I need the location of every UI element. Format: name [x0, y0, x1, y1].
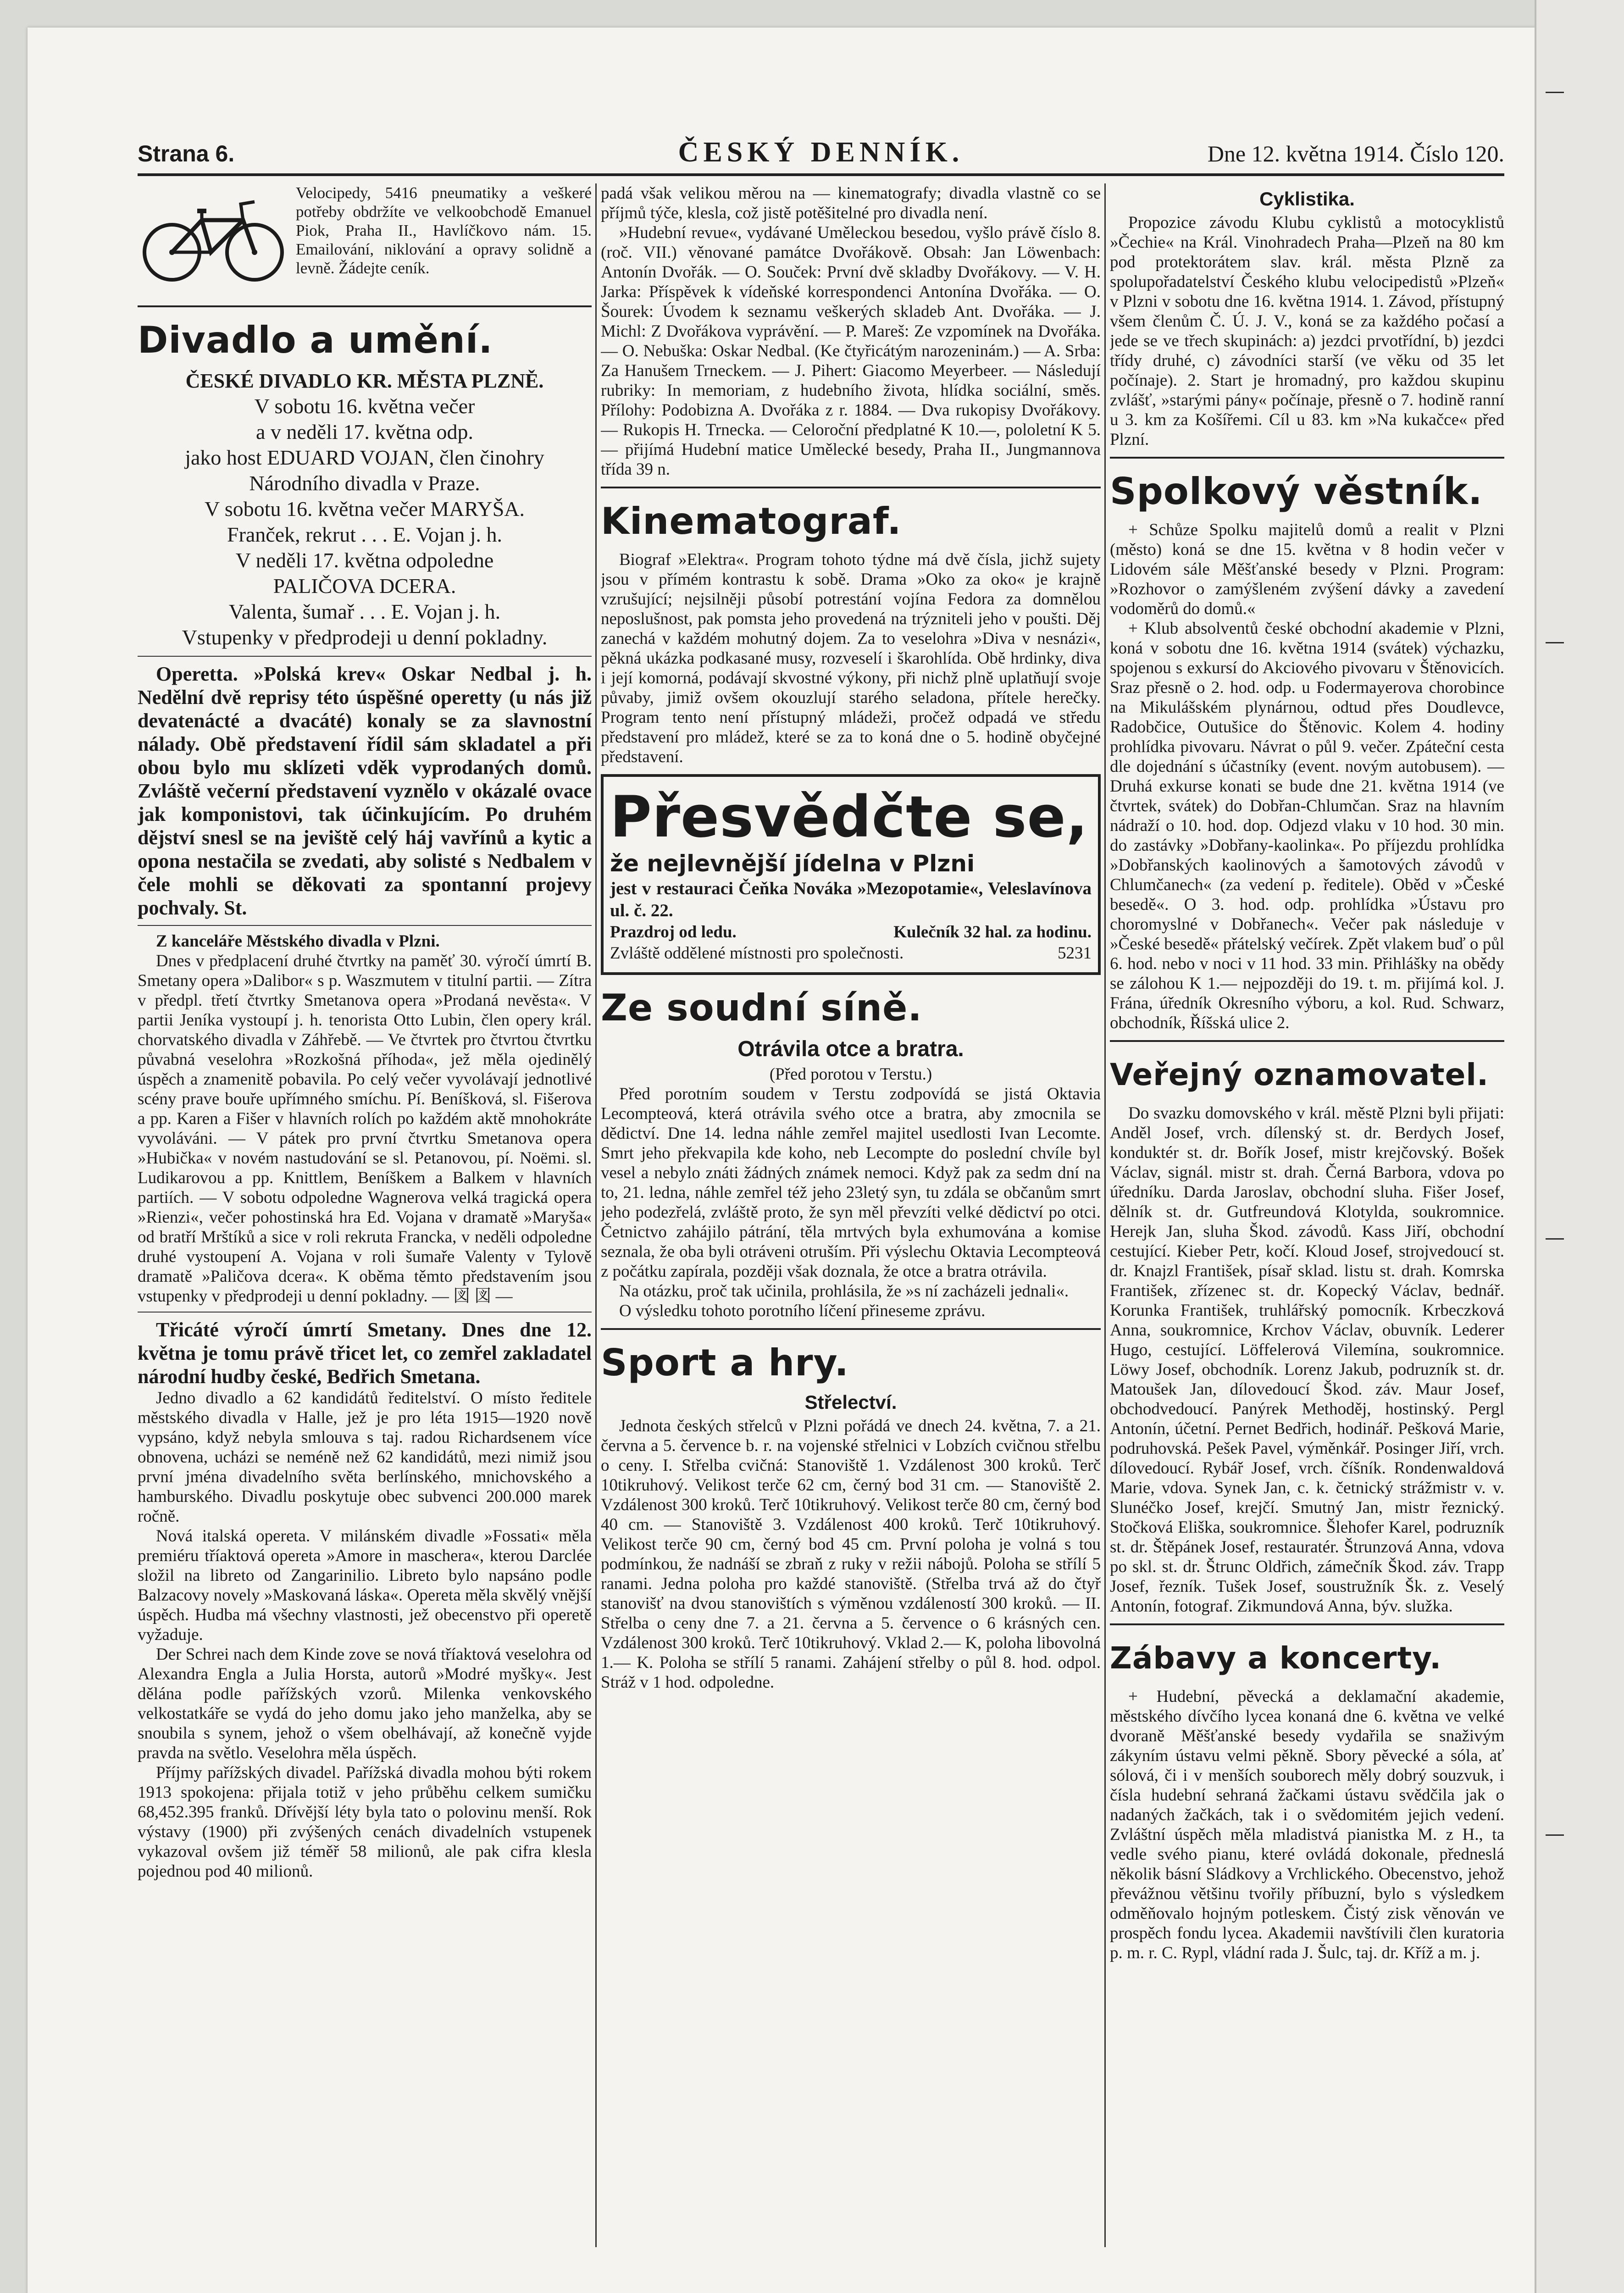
cycling-heading: Cyklistika.	[1259, 188, 1355, 210]
section-heading-entertainment: Zábavy a koncerty.	[1110, 1640, 1442, 1676]
section-heading-club: Spolkový věstník.	[1110, 470, 1483, 513]
section-heading-sport: Sport a hry.	[601, 1341, 849, 1384]
theatre-line: Franček, rekrut . . . E. Vojan j. h.	[227, 523, 503, 546]
bicycle-icon	[138, 188, 289, 289]
page-header	[138, 118, 1504, 176]
operetta-article: Operetta. »Polská krev« Oskar Nedbal j. h. Nedělní dvě reprisy této úspěšné operetty (u nás již devatenácté a dvacáté) konaly se za slavnostní nálady. Obě představení řídil sám skladatel a při obou bylo mu sklízeti vděk vyprodaných domů. Zvláště večerní představení vyznělo v okázalé ovace jak komponistovi, tak účinkujícím. Po druhém dějství snesl se na jeviště celý háj vavřínů a kytic a opona nestačila se zvedati, aby solisté s Nedbalem v čele mohli se děkovati za spontanní projevy pochvaly. St.	[138, 663, 592, 919]
restaurant-advertisement	[601, 774, 1101, 975]
club-notice-1: + Schůze Spolku majitelů domů a realit v Plzni (město) koná se dne 15. května v 8 hodin večer v Lidovém sále Měšťanské besedy v Plzni. Program: »Rozhovor o zamýšleném zvýšení dávky a zavedení vodoměrů do domů.«	[1110, 521, 1504, 618]
edge-mark	[1546, 1238, 1564, 1240]
paris-income-article: Příjmy pařížských divadel. Pařížská divadla mohou býti rokem 1913 spokojena: přijala totiž v jeho průběhu celkem sumičku 68,452.395 franků. Dřívější léty byla tato o polovinu menší. Rok výstavy (1900) při zvýšených cenách divadelních vstupenek vykazoval ovšem již téměř 58 milionů, ale pak cifra klesla pojednou pod 40 milionů.	[138, 1763, 592, 1881]
section-heading-notice: Veřejný oznamovatel.	[1110, 1057, 1489, 1092]
court-subtitle: (Před porotou v Terstu.)	[769, 1065, 932, 1084]
bicycle-advertisement	[138, 183, 592, 298]
theatre-line: Vstupenky v předprodeji u denní pokladny.	[182, 626, 548, 649]
court-article-2: Na otázku, proč tak učinila, prohlásila, že »s ní zacházeli jednali«.	[619, 1282, 1069, 1301]
theatre-line: Valenta, šumař . . . E. Vojan j. h.	[228, 600, 501, 623]
section-rule	[601, 1328, 1101, 1330]
club-notice-2: + Klub absolventů české obchodní akademie v Plzni, koná v sobotu dne 16. května 1914 (svátek) výchazku, spojenou s exkursí do Akciového pivovaru v Štěnovicích. Sraz přesně o 2. hod. odp. u Fodermayerova chorobince na Mikulášském plynárnou, odtud přes Doudlevce, Radobčice, Outušice do Štěnovic. Kolem 4. hodiny prohlídka pivovaru. Návrat o půl 9. večer. Zpáteční cesta dle dojednání s účastníky (event. novým autobusem). — Druhá exkurse konati se bude dne 21. května 1914 (ve čtvrtek, svátek) do Dobřan-Chlumčan. Sraz na hlavním nádraží o 10. hod. dop. Odjezd vlaku v 10 hod. 30 min. do zastávky »Dobřany-kaolinka«. Po příjezdu prohlídka »Dobřanských kaolinových a šamotových závodů v Chlumčanech« (za vedení p. ředitele). Oběd v »České besedě«. O 3. hod. odp. prohlídka »Ústavu pro choromyslné v Dobřanech«. Večer pak následuje v »České besedě« přátelský večírek. Zpět vlakem buď o půl 6. hod. nebo v noci v 11 hod. 33 min. Přihlášky na obědy se zálohou K 1.— nejpozději do 19. t. m. přijímá kol. J. Frána, úředník Okresního výboru, a kol. Rud. Schwarz, obchodník, Říšská ulice 2.	[1110, 619, 1504, 1032]
court-title: Otrávila otce a bratra.	[737, 1037, 964, 1061]
section-rule	[1110, 1040, 1504, 1042]
smetana-article: Třicáté výročí úmrtí Smetany. Dnes dne 12. května je tomu právě třicet let, co zemřel zakladatel národní hudby české, Bedřich Smetana.	[138, 1318, 592, 1388]
section-rule	[138, 925, 592, 926]
section-rule	[601, 487, 1101, 488]
theatre-line: jako host EDUARD VOJAN, člen činohry	[185, 446, 544, 469]
edge-mark	[1546, 642, 1564, 643]
ad-subheadline: že nejlevnější jídelna v Plzni	[610, 850, 975, 877]
column-divider	[595, 183, 597, 2247]
theatre-line: V sobotu 16. května večer MARYŠA.	[204, 497, 525, 521]
hudebni-revue-article: »Hudební revue«, vydávané Uměleckou besedou, vyšlo právě číslo 8. (roč. VII.) věnované památce Dvořákově. Obsah: Jan Löwenbach: Antonín Dvořák. — O. Souček: První dvě skladby Dvořákovy. — V. H. Jarka: Příspěvek k vídeňské korrespondenci Antonína Dvořáka. — O. Šourek: Úvodem k seznamu veškerých skladeb Ant. Dvořáka. — J. Michl: Z Dvořákova vyprávění. — P. Mareš: Ze vzpomínek na Dvořáka. — O. Nebuška: Oskar Nedbal. (Ke čtyřicátým narozeninám.) — A. Srba: Za Hanušem Trneckem. — J. Pihert: Giacomo Meyerbeer. — Následují rubriky: In memoriam, z hudebního života, hlídka sociální, směs. Přílohy: Podobizna A. Dvořáka z r. 1884. — Dva rukopisy Dvořákovy. — Rukopis H. Trnecka. — Celoroční předplatné K 10.—, pololetní K 5.— přijímá Hudební matice Umělecké besedy, Praha II., Jungmannova třída 39 n.	[601, 223, 1101, 479]
column-right	[1110, 183, 1504, 2247]
section-heading-court: Ze soudní síně.	[601, 986, 922, 1029]
ad-code: 5231	[1058, 944, 1092, 963]
column-middle	[601, 183, 1101, 2247]
theatre-line: a v neděli 17. května odp.	[256, 420, 473, 443]
edge-mark	[1546, 1834, 1564, 1836]
issue-date: Dne 12. května 1914. Číslo 120.	[1207, 141, 1504, 166]
section-rule	[138, 1312, 592, 1313]
section-heading-theatre: Divadlo a umění.	[138, 319, 493, 361]
ad-rooms: Zvláště oddělené místnosti pro společnosti.	[610, 944, 904, 963]
theatre-line: PALIČOVA DCERA.	[273, 574, 456, 598]
court-article: Před porotním soudem v Terstu zodpovídá se jistá Oktavia Lecompteová, která otrávila svého otce a bratra, aby zmocnila se dědictví. Dne 14. ledna náhle zemřel majitel usedlosti Ivan Lecomte. Smrt jeho překvapila kde koho, neb Lecompte do poslední chvíle byl vesel a nebylo znáti žádných známek nemoci. Když pak za sedm dní na to, 21. ledna, náhle zemřel též jeho 23letý syn, tu zdála se občanům smrt jeho podezřelá, zvláště proto, že syn měl převzíti velké dědictví po otci. Četnictvo zahájilo pátrání, těla mrtvých byla exhumována a komise seznala, že oba byli otráveni otruším. Při výslechu Oktavia Lecompteová z počátku zapírala, později však doznala, že otce a bratra otrávila.	[601, 1085, 1101, 1281]
theatre-line: V sobotu 16. května večer	[254, 394, 475, 418]
section-rule	[1110, 457, 1504, 459]
newspaper-title: ČESKÝ DENNÍK.	[678, 137, 964, 168]
entertainment-article: + Hudební, pěvecká a deklamační akademie, městského dívčího lycea konaná dne 6. května ve velké dvoraně Měšťanské besedy vydařila se snaživým zákyním ústavu velmi pěkně. Sbory pěvecké a sóla, ať sólová, či i v menších souborech měly dobrý souzvuk, i čísla hudební sehraná žačkami ústavu svědčila jak o nadaných žačkách, tak i o svědomitém jejich vedení. Zvláštní úspěch měla mladistvá pianistka M. z H., ta vedle svého pianu, které ovládá dokonale, předneslá několik básní Sládkovy a Vrchlického. Obecenstvo, jehož převážnou většinu tvořily příbuzní, bylo s výsledkem odměňovalo hojným potleskem. Čistý zisk věnován ve prospěch fondu lycea. Akademii navštívili člen kuratoria p. m. r. C. Rypl, vládní rada J. Šulc, taj. dr. Kříž a m. j.	[1110, 1687, 1504, 1962]
ad-headline: Přesvědčte se,	[610, 784, 1088, 850]
schrei-article: Der Schrei nach dem Kinde zove se nová tříaktová veselohra od Alexandra Engla a Julia Horsta, autorů »Modré myšky«. Jest dělána podle pařížských vzorů. Milenka venkovského velkostatkáře se vydá do jeho domu jako jeho manželka, aby se snoubila s synem, jehož o všem obelhávají, až konečně vyjde pravda na světlo. Veselohra měla úspěch.	[138, 1645, 592, 1762]
bicycle-ad-text: Velocipedy, 5416 pneumatiky a veškeré potřeby obdržíte ve velkoobchodě Emanuel Piok, Praha II., Havlíčkovo nám. 15. Emailování, niklování a opravy solidně a levně. Žádejte ceník.	[296, 184, 592, 277]
ad-address: jest v restauraci Čeňka Nováka »Mezopotamie«, Veleslavínova ul. č. 22.	[610, 879, 1092, 920]
cinema-article: Biograf »Elektra«. Program tohoto týdne má dvě čísla, jichž sujety jsou v přímém kontrastu k sobě. Drama »Oko za oko« je krajně vzrušující; nejsilněji působí potrestání vojína Fedora za domnělou neposlušnost, pak pomsta jeho provedená na trýzniteli jeho v poušti. Děj zanechá v každém mohutný dojem. Za to veselohra »Diva v nesnázi«, pěkná ukázka podkasané musy, rozveselí i škarohlída. Obě hrdinky, diva i její komorná, podávají skvostné výkony, při nichž plně uplatňují svoje půvaby, jimiž ovšem okouzlují starého seladona, přítele herečky. Program tento není přístupný mládeži, pročež odpadá ve středu představení pro mládež, které se za to koná dne o 5. hodině obyčejné představení.	[601, 550, 1101, 766]
section-heading-cinema: Kinematograf.	[601, 500, 902, 543]
page-edge-strip	[1535, 0, 1624, 2293]
notice-article: Do svazku domovského v král. městě Plzni byli přijati: Anděl Josef, vrch. dílenský st. dr. Berdych Josef, konduktér st. dr. Bořík Josef, mistr krejčovský. Bošek Václav, signál. mistr st. drah. Černá Barbora, vdova po úředníku. Darda Jaroslav, obchodní sluha. Fišer Josef, dělník st. dr. Gutfreundová Klotylda, soukromnice. Herejk Jan, sluha Škod. závodů. Kass Jiří, obchodní cestující. Kieber Petr, kočí. Kloud Josef, strojvedoucí st. dr. Knajzl František, písař sklad. listu st. drah. Komrska František, zřízenec st. dr. Kopecký Václav, bednář. Korunka František, truhlářský pomocník. Krbeczková Anna, soukromnice, Krchov Václav, obuvník. Lederer Hugo, cestující. Löffelerová Vilemína, soukromnice. Löwy Josef, obchodník. Lorenz Jakub, podruzník st. dr. Matoušek Jan, dílovedoucí Škod. záv. Maur Josef, obchodvedoucí. Panýrek Methoděj, hostinský. Pergl Antonín, účetní. Pernet Bedřich, hodinář. Pešková Marie, podruhovská. Pešek Pavel, výměnkář. Posinger Jiří, vrch. dílovedoucí. Rybář Josef, vrch. číšník. Rondenwaldová Marie, vdova. Synek Jan, c. k. četnický strážmistr v. v. Slunéčko Josef, krejčí. Smutný Jan, mistr řeznický. Stočková Eliška, soukromnice. Šlehofer Karel, podruzník st. dr. Štěpánek Josef, restauratér. Štrunzová Anna, vdova po skl. st. dr. Štrunc Oldřich, zámečník Škod. záv. Trapp Josef, řezník. Tušek Josef, soustružník Šk. z. Veselý Antonín, fotograf. Zikmundová Anna, býv. služka.	[1110, 1104, 1504, 1616]
sport-article: Jednota českých střelců v Plzni pořádá ve dnech 24. května, 7. a 21. června a 5. července b. r. na vojenské střelnici v Lobzích cvičnou střelbu o ceny. I. Střelba cvičná: Stanoviště 1. Vzdálenost 300 kroků. Terč 10tikruhový. Velikost terče 62 cm, černý bod 31 cm. — Stanoviště 2. Vzdálenost 300 kroků. Terč 10tikruhový. Velikost terče 80 cm, černý bod 40 cm. — Stanoviště 3. Vzdálenost 400 kroků. Terč 10tikruhový. Velikost terče 90 cm, černý bod 45 cm. První poloha je volná s tou podmínkou, že nadnáší se zbraň z ruky v režii nábojů. Poloha se střílí 5 ranami. Jedna poloha pro každé stanoviště. (Střelba trvá až do čtyř stanovišť na dvou stanovištích s výměnou vzdáleností 300 kroků. — II. Střelba o ceny dne 7. a 21. června a 5. července o 6 krásných cen. Vzdálenost 300 kroků. Terč 10tikruhový. Vklad 2.— K, poloha libovolná 1.— K. Poloha se střílí 5 ranami. Zahájení střelby o půl 8. hod. odpol. Stráž v 1 hod. odpoledne.	[601, 1417, 1101, 1692]
theatre-line: V neděli 17. května odpoledne	[235, 548, 494, 572]
theatre-line: Národního divadla v Praze.	[249, 471, 480, 495]
column-left	[138, 183, 592, 2247]
ad-billiards: Kulečník 32 hal. za hodinu.	[893, 923, 1092, 942]
page-number: Strana 6.	[138, 141, 235, 166]
theatre-title: ČESKÉ DIVADLO KR. MĚSTA PLZNĚ.	[185, 370, 544, 392]
cycling-article: Propozice závodu Klubu cyklistů a motocyklistů »Čechie« na Král. Vinohradech Praha—Plzeň na 80 km pod protektorátem slav. král. města Plzně za spolupořadatelství Českého klubu velocipedistů »Plzeň« v Plzni v sobotu dne 16. května 1914. 1. Závod, přístupný všem členům Č. Ú. J. V., koná se za každého počasí a jede se ve třech skupinách: a) jezdci prvotřídní, b) jezdci třídy druhé, c) závodníci starší (ve věku od 35 let počínaje). 2. Start je hromadný, pro každou skupinu zvlášť, »starými pány« počínaje, přesně o 7. hodině ranní u 3. km za Košířemi. Cíl u 83. km »Na kukačce« před Plzní.	[1110, 213, 1504, 449]
section-rule	[1110, 1623, 1504, 1625]
office-article: Dnes v předplacení druhé čtvrtky na paměť 30. výročí úmrtí B. Smetany opera »Dalibor« s p. Waszmutem v titulní partii. — Zítra v předpl. třetí čtvrtky Smetanova opera »Prodaná nevěsta«. V partii Jeníka vystoupí j. h. tenorista Otto Lubin, člen opery král. chorvatského divadla v Záhřebě. — Ve čtvrtek pro čtvrtou čtvrtku půvabná veselohra »Rozkošná příhoda«, jež měla ojedinělý úspěch a znamenitě pobavila. Po celý večer vyvolávají jednotlivé scény prave bouře upřímného smíchu. Pí. Beníšková, sl. Fišerova a pp. Karen a Fišer v hlavních rolích po každém aktě mnohokráte vyvoláváni. — V pátek pro první čtvrtku Smetanova opera »Hubička« v novém nastudování se sl. Petanovou, pí. Noëmi. sl. Ludikarovou a pp. Knittlem, Beníškem a Balkem v hlavních partiích. — V sobotu odpoledne Wagnerova velká tragická opera »Rienzi«, večer pohostinská hra Ed. Vojana v dramatě »Maryša« od bratří Mrštíků a sice v roli rekruta Francka, v neděli odpoledne druhé vystoupení A. Vojana v roli šumaře Valenty v Tylově dramatě »Paličova dcera«. K oběma těmto představením jsou vstupenky v předprodeji u denní pokladny. — 図 図 —	[138, 952, 592, 1306]
ad-beer: Prazdroj od ledu.	[610, 923, 737, 942]
cinema-continuation: padá však velikou měrou na — kinematografy; divadla vlastně co se příjmů týče, klesla, což jistě potěšitelné pro divadla není.	[601, 184, 1101, 222]
section-rule	[138, 656, 592, 657]
section-rule	[138, 305, 592, 307]
director-article: Jedno divadlo a 62 kandidátů ředitelství. O místo ředitele městského divadla v Halle, jež je pro léta 1915—1920 nově vypsáno, když nebyla smlouva s taj. radou Richardsenem více obnovena, ucházi se neméně než 62 kandidátů, mezi nimiž jsou první jména divadelního světa berlínského, mnichovského a hamburského. Divadlu poskytuje obec subvenci 200.000 marek ročně.	[138, 1389, 592, 1526]
italian-operetta-article: Nová italská opereta. V milánském divadle »Fossati« měla premiéru tříaktová opereta »Amore in maschera«, kterou Darclée složil na libreto od Zangarinilio. Libreto bylo napsáno podle Balzacovy novely »Maskovaná láska«. Opereta měla skvělý vnější úspěch. Hudba má všechny vlastnosti, jež obecenstvo při operetě vyžaduje.	[138, 1527, 592, 1644]
edge-mark	[1546, 92, 1564, 93]
column-divider	[1104, 183, 1106, 2247]
court-article-3: O výsledku tohoto porotního líčení přineseme zprávu.	[619, 1302, 986, 1320]
office-heading: Z kanceláře Městského divadla v Plzni.	[156, 932, 440, 951]
sport-subheading: Střelectví.	[804, 1391, 897, 1413]
